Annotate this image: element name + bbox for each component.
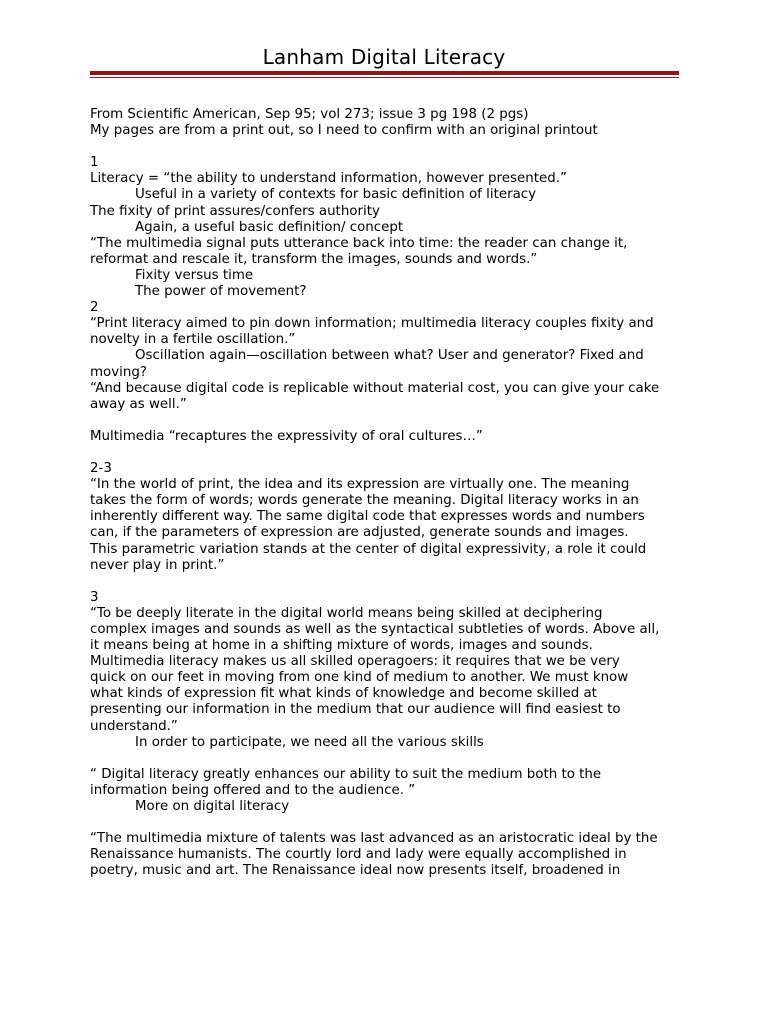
text-line: novelty in a fertile oscillation.” xyxy=(90,332,296,348)
text-line: can, if the parameters of expression are adjusted, generate sounds and images. xyxy=(90,525,629,541)
text-line: understand.” xyxy=(90,718,178,734)
document-body xyxy=(90,107,690,880)
text-line: From Scientific American, Sep 95; vol 273; issue 3 pg 198 (2 pgs) xyxy=(90,107,529,122)
text-line: 2 xyxy=(90,300,99,316)
text-line: Again, a useful basic definition/ concept xyxy=(135,219,404,235)
text-line: Multimedia “recaptures the expressivity of oral cultures…” xyxy=(90,428,483,444)
title-rule-thick xyxy=(90,71,679,75)
text-line: Useful in a variety of contexts for basic definition of literacy xyxy=(135,187,537,203)
text-line: Literacy = “the ability to understand information, however presented.” xyxy=(90,171,567,187)
blank-line xyxy=(90,139,690,155)
text-line: 3 xyxy=(90,589,99,605)
text-line: “The multimedia mixture of talents was last advanced as an aristocratic ideal by the xyxy=(90,831,658,847)
text-line: away as well.” xyxy=(90,396,187,412)
blank-line xyxy=(90,751,690,767)
blank-line xyxy=(90,815,690,831)
text-line: Renaissance humanists. The courtly lord and lady were equally accomplished in xyxy=(90,847,627,863)
text-line: “And because digital code is replicable without material cost, you can give your cake xyxy=(90,380,660,396)
blank-line xyxy=(90,413,690,429)
text-line: “ Digital literacy greatly enhances our ability to suit the medium both to the xyxy=(90,766,602,782)
text-line: what kinds of expression fit what kinds of knowledge and become skilled at xyxy=(90,686,597,702)
text-line: presenting our information in the medium that our audience will find easiest to xyxy=(90,702,621,718)
text-line: More on digital literacy xyxy=(135,799,290,815)
text-line: 1 xyxy=(90,155,99,171)
text-line: The fixity of print assures/confers authority xyxy=(90,203,380,219)
text-line: inherently different way. The same digital code that expresses words and numbers xyxy=(90,509,645,525)
blank-line xyxy=(90,574,690,590)
text-line: moving? xyxy=(90,364,147,380)
text-line: reformat and rescale it, transform the images, sounds and words.” xyxy=(90,251,538,267)
text-line: poetry, music and art. The Renaissance ideal now presents itself, broadened in xyxy=(90,863,621,879)
text-line: “Print literacy aimed to pin down information; multimedia literacy couples fixity and xyxy=(90,316,654,332)
text-line: complex images and sounds as well as the syntactical subtleties of words. Above all, xyxy=(90,622,660,637)
text-line: it means being at home in a shifting mixture of words, images and sounds. xyxy=(90,638,593,654)
text-line: quick on our feet in moving from one kind of medium to another. We must know xyxy=(90,670,629,686)
text-line: Fixity versus time xyxy=(135,267,254,283)
text-line: information being offered and to the audience. ” xyxy=(90,782,416,798)
text-line: Oscillation again—oscillation between what? User and generator? Fixed and xyxy=(135,348,644,364)
page-title: Lanham Digital Literacy xyxy=(262,45,506,69)
text-line: The power of movement? xyxy=(135,284,307,300)
text-line: My pages are from a print out, so I need to confirm with an original printout xyxy=(90,123,598,139)
text-line: Multimedia literacy makes us all skilled operagoers: it requires that we be very xyxy=(90,654,620,670)
text-line: 2-3 xyxy=(90,461,112,477)
blank-line xyxy=(90,445,690,461)
title-rule-thin xyxy=(90,77,679,78)
text-line: “In the world of print, the idea and its expression are virtually one. The meaning xyxy=(90,477,630,493)
text-line: “To be deeply literate in the digital world means being skilled at deciphering xyxy=(90,605,603,621)
text-line: In order to participate, we need all the various skills xyxy=(135,734,484,750)
text-line: takes the form of words; words generate the meaning. Digital literacy works in an xyxy=(90,493,639,509)
text-line: never play in print.” xyxy=(90,557,225,573)
text-line: “The multimedia signal puts utterance back into time: the reader can change it, xyxy=(90,235,628,251)
text-line: This parametric variation stands at the center of digital expressivity, a role it could xyxy=(90,541,647,557)
